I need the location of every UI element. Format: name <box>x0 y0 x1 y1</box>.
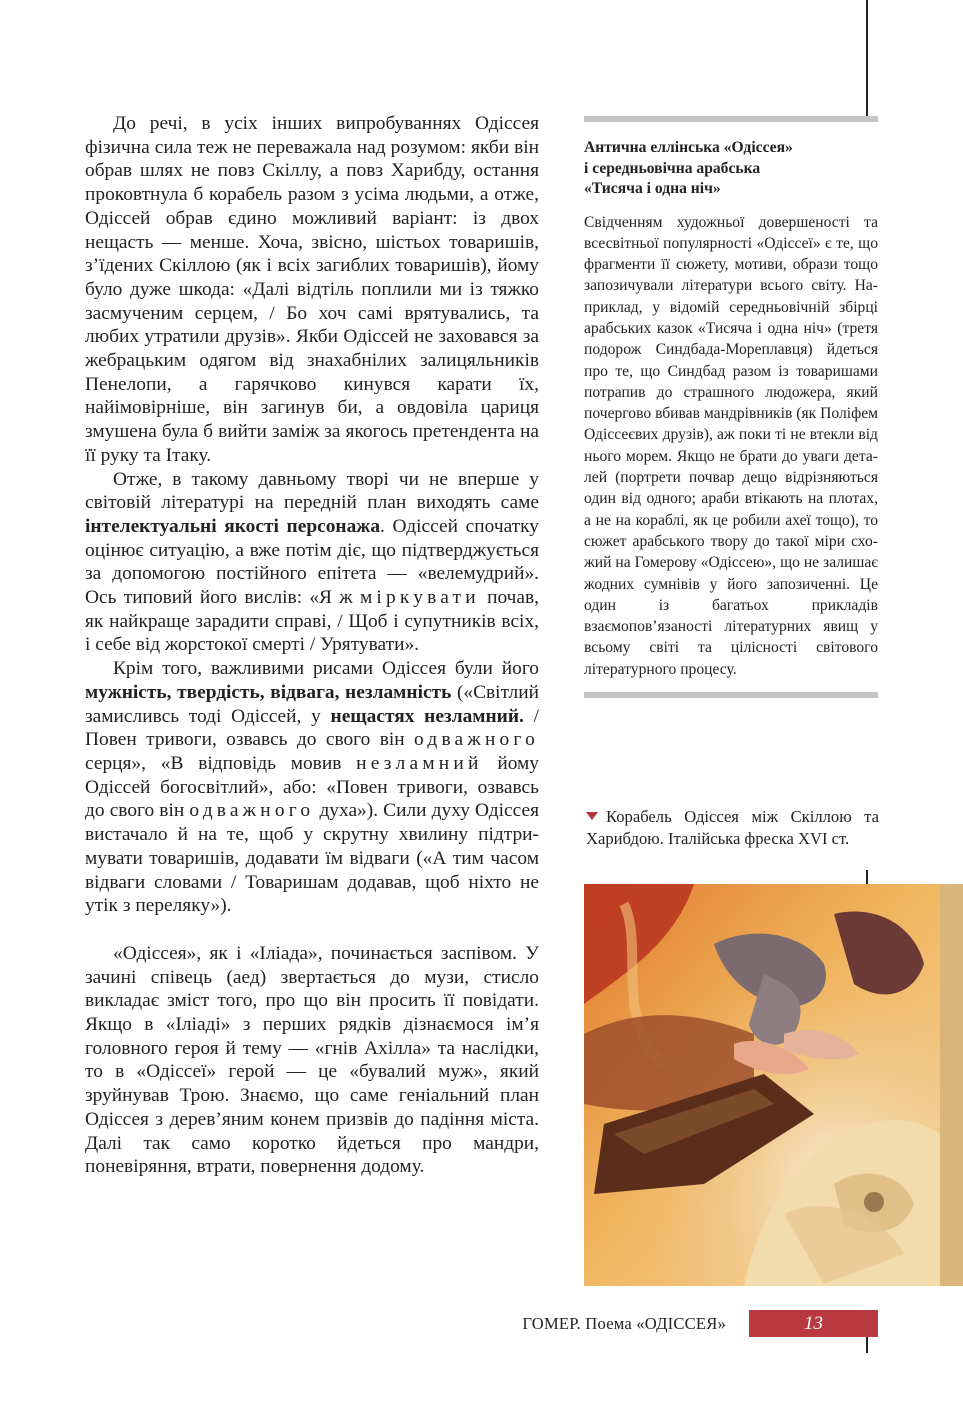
sidebar-title: Антична еллінська «Одіссея» і середньовічна арабська «Тисяча і одна ніч» <box>584 139 793 197</box>
paragraph-3: Крім того, важливими рисами Одіссея були його мужність, твердість, відвага, незламність («Світлий замисливсь тоді Одіссей, у нещастях незламний. / Повен тривоги, озвавсь до свого він одважного серця», «В відповідь мовив незламний йому Одіссей богосвітлий», або: «Повен тривоги, озвавсь до свого він одважного духа»). Сили духу Одіссея вистачало й на те, щоб у скрутну хвилину підтримувати товаришів, додавати їм відваги («А тим часом відваги словами / Товаришам додавав, щоб ніхто не утік з переляку»). <box>85 658 539 917</box>
paragraph-1: До речі, в усіх інших випробуваннях Одіссея фізична сила теж не переважала над розумом: якби він обрав шлях не повз Скіллу, а повз Харибду, остання проковтнула б корабель разом з усіма людьми, а отже, Одіссей обрав єдино можливий варіант: із двох нещасть — менше. Хоча, звісно, шістьох товаришів, з’їдених Скіллою (як і всіх загиблих товаришів), йому було дуже шкода: «Далі відтіль поплили ми із тяжко засмученим серцем, / Бо хоч самі врятувались, та любих утратили друзів». Якби Одіссей не заховався за жебрацьким одягом від знахабнілих залицяльників Пенелопи, а гарячково кинувся карати їх, найімовірніше, він загинув би, а овдовіла цариця змушена була б вийти заміж за якогось претендента на її руку та Ітаку. <box>85 113 539 466</box>
spaced-word: незламний <box>356 752 483 774</box>
spaced-word: одважного <box>414 729 539 751</box>
bold-phrase: інтелектуальні якості персонажа <box>85 515 381 537</box>
page-number-box <box>749 1310 878 1337</box>
decorative-strip <box>939 884 963 1286</box>
running-footer-title: ГОМЕР. Поема «ОДІССЕЯ» <box>522 1314 726 1333</box>
paragraph-2: Отже, в такому давньому творі чи не вперше у світовій літературі на передній план виходять саме інтелектуальні якості персонажа. Одіссей спочатку оцінює ситуацію, а вже потім діє, що підтверджується за допомогою постійного епітета — «велемудрий». Ось типовий його вислів: «Я ж міркувати почав, як найкраще зарадити справі, / Щоб і супутників всіх, і себе від жорстокої смерті / Урятувати». <box>85 468 540 656</box>
bold-phrase: нещастях незламний. <box>330 705 524 727</box>
sidebar-top-bar <box>584 116 878 122</box>
triangle-down-icon <box>586 812 598 820</box>
sidebar-box <box>584 116 878 698</box>
fresco-illustration <box>584 884 940 1286</box>
image-caption: Корабель Одіссея між Скіллою та Харибдою. Італійська фреска XVI ст. <box>586 807 879 848</box>
top-rule <box>866 0 868 118</box>
footer-rule <box>866 1337 868 1353</box>
mid-rule <box>866 870 868 884</box>
spaced-word: одважного <box>189 800 315 822</box>
bold-phrase: мужність, твердість, відвага, незламність <box>85 681 452 703</box>
paragraph-4: «Одіссея», як і «Іліада», починається заспівом. У зачині співець (аед) звертається до музи, стисло викладає зміст того, про що він просить її повідати. Якщо в «Іліаді» з перших рядків дізнаємося ім’я головного героя й тему — «гнів Ахілла» та наслідки, то в «Одіссеї» герой — це «бувалий муж», який зруйнував Трою. Знаємо, що саме геніальний план Одіссея з дерев’яним конем призвів до падіння міста. Далі так само коротко йдеться про мандри, поневіряння, втрати, повернення додому. <box>85 942 539 1178</box>
sidebar-bottom-bar <box>584 692 878 698</box>
spaced-word: міркувати <box>359 587 480 609</box>
main-text-column <box>85 112 539 1179</box>
sidebar-text: Свідченням художньої довершеності та всесвітньої популярності «Одіссеї» є те, що фрагменти її сюжету, мотиви, образи тощо запозичували літератури всього світу. Наприклад, у відомій середньовічній збірці арабських казок «Тисяча і одна ніч» (третя подорож Синдбада-Мореплавця) йдеться про те, що Синдбад разом із товаришами потрапив до страшного людожера, який почергово вбивав мандрівників (як Поліфем Одіссеєвих друзів), аж поки ті не втекли від нього морем. Якщо не брати до уваги деталей (портрети почвар дещо відрізняються один від одного; араби втікають на плотах, а не на кораблі, як це робили ахеї тощо), то сюжет арабського твору до такої міри схожий на Гомерову «Одіссею», що не залишає жодних сумнівів у його запозиченні. Це один із багатьох прикладів взаємопов’язаності літературних явищ у всьому світі та цілісності світового літературного процесу. <box>584 213 878 678</box>
page-number: 13 <box>804 1313 823 1334</box>
fresco-image <box>584 884 940 1286</box>
